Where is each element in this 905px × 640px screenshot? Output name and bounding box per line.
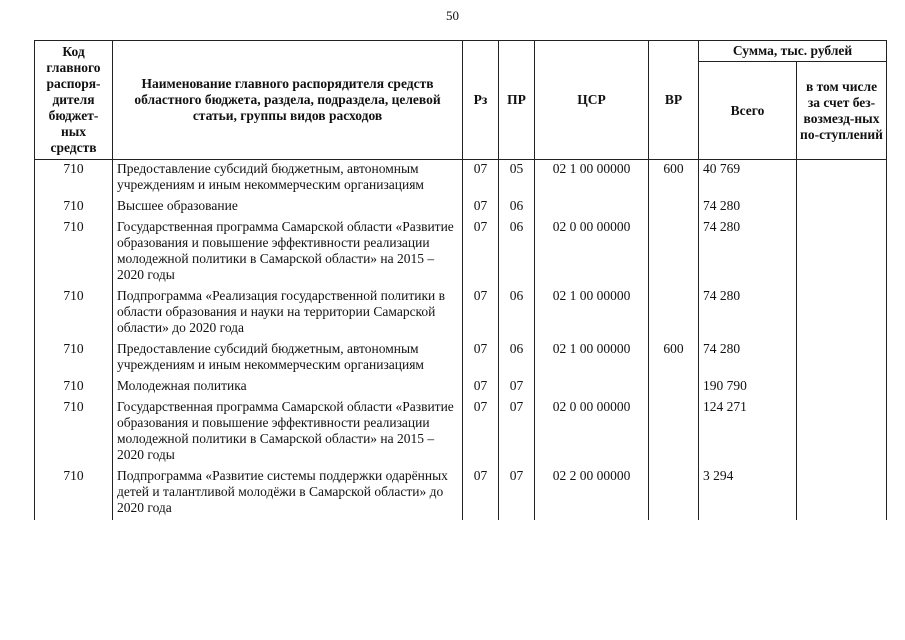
cell-rz: 07: [463, 197, 499, 218]
table-row: [35, 398, 887, 467]
cell-vr: 600: [649, 340, 699, 377]
cell-rz: 07: [463, 160, 499, 198]
cell-code: 710: [35, 218, 113, 287]
cell-name: Молодежная политика: [113, 377, 463, 398]
cell-including: [797, 197, 887, 218]
cell-code: 710: [35, 467, 113, 520]
cell-rz: 07: [463, 398, 499, 467]
cell-pr: 07: [499, 467, 535, 520]
table-row: [35, 377, 887, 398]
cell-name: Подпрограмма «Развитие системы поддержки одарённых детей и талантливой молодёжи в Самарской области» до 2020 года: [113, 467, 463, 520]
table-row: [35, 197, 887, 218]
cell-including: [797, 160, 887, 198]
header-rz: Рз: [463, 41, 499, 160]
header-including: в том числе за счет без-возмезд-ных по-ступлений: [797, 62, 887, 160]
page-number: 50: [446, 8, 459, 23]
cell-csr: 02 1 00 00000: [535, 160, 649, 198]
cell-code: 710: [35, 340, 113, 377]
cell-name: Подпрограмма «Реализация государственной политики в области образования и науки на территории Самарской области» до 2020 года: [113, 287, 463, 340]
cell-including: [797, 467, 887, 520]
cell-including: [797, 218, 887, 287]
cell-total: 74 280: [699, 287, 797, 340]
budget-table: [34, 40, 887, 520]
cell-code: 710: [35, 377, 113, 398]
table-row: [35, 340, 887, 377]
cell-pr: 07: [499, 377, 535, 398]
cell-csr: 02 0 00 00000: [535, 398, 649, 467]
table-row: [35, 467, 887, 520]
cell-csr: 02 2 00 00000: [535, 467, 649, 520]
cell-rz: 07: [463, 218, 499, 287]
cell-vr: [649, 398, 699, 467]
cell-total: 74 280: [699, 218, 797, 287]
cell-vr: [649, 377, 699, 398]
header-code: Код главного распоря-дителя бюджет-ных средств: [35, 41, 113, 160]
cell-total: 40 769: [699, 160, 797, 198]
table-body: [35, 160, 887, 521]
table-header: [35, 41, 887, 160]
cell-vr: [649, 467, 699, 520]
header-sum-group: Сумма, тыс. рублей: [699, 41, 887, 62]
cell-pr: 05: [499, 160, 535, 198]
cell-including: [797, 398, 887, 467]
header-vr: ВР: [649, 41, 699, 160]
cell-vr: 600: [649, 160, 699, 198]
cell-csr: 02 0 00 00000: [535, 218, 649, 287]
cell-rz: 07: [463, 287, 499, 340]
cell-including: [797, 287, 887, 340]
cell-pr: 06: [499, 287, 535, 340]
cell-csr: 02 1 00 00000: [535, 340, 649, 377]
cell-pr: 06: [499, 218, 535, 287]
cell-code: 710: [35, 160, 113, 198]
cell-total: 74 280: [699, 340, 797, 377]
cell-name: Предоставление субсидий бюджетным, автономным учреждениям и иным некоммерческим организациям: [113, 160, 463, 198]
header-pr: ПР: [499, 41, 535, 160]
cell-pr: 06: [499, 197, 535, 218]
cell-rz: 07: [463, 340, 499, 377]
cell-vr: [649, 197, 699, 218]
cell-total: 3 294: [699, 467, 797, 520]
cell-name: Государственная программа Самарской области «Развитие образования и повышение эффективности реализации молодежной политики в Самарской области» на 2015 – 2020 годы: [113, 218, 463, 287]
cell-rz: 07: [463, 467, 499, 520]
cell-including: [797, 377, 887, 398]
cell-csr: [535, 377, 649, 398]
cell-code: 710: [35, 398, 113, 467]
cell-vr: [649, 218, 699, 287]
cell-pr: 07: [499, 398, 535, 467]
table-row: [35, 160, 887, 198]
cell-code: 710: [35, 287, 113, 340]
cell-name: Предоставление субсидий бюджетным, автономным учреждениям и иным некоммерческим организациям: [113, 340, 463, 377]
cell-csr: 02 1 00 00000: [535, 287, 649, 340]
cell-pr: 06: [499, 340, 535, 377]
table-row: [35, 287, 887, 340]
cell-rz: 07: [463, 377, 499, 398]
header-name: Наименование главного распорядителя средств областного бюджета, раздела, подраздела, целевой статьи, группы видов расходов: [113, 41, 463, 160]
cell-including: [797, 340, 887, 377]
header-total: Всего: [699, 62, 797, 160]
table-row: [35, 218, 887, 287]
cell-name: Высшее образование: [113, 197, 463, 218]
cell-vr: [649, 287, 699, 340]
cell-code: 710: [35, 197, 113, 218]
cell-total: 190 790: [699, 377, 797, 398]
cell-total: 124 271: [699, 398, 797, 467]
cell-name: Государственная программа Самарской области «Развитие образования и повышение эффективности реализации молодежной политики в Самарской области» на 2015 – 2020 годы: [113, 398, 463, 467]
cell-csr: [535, 197, 649, 218]
header-csr: ЦСР: [535, 41, 649, 160]
cell-total: 74 280: [699, 197, 797, 218]
